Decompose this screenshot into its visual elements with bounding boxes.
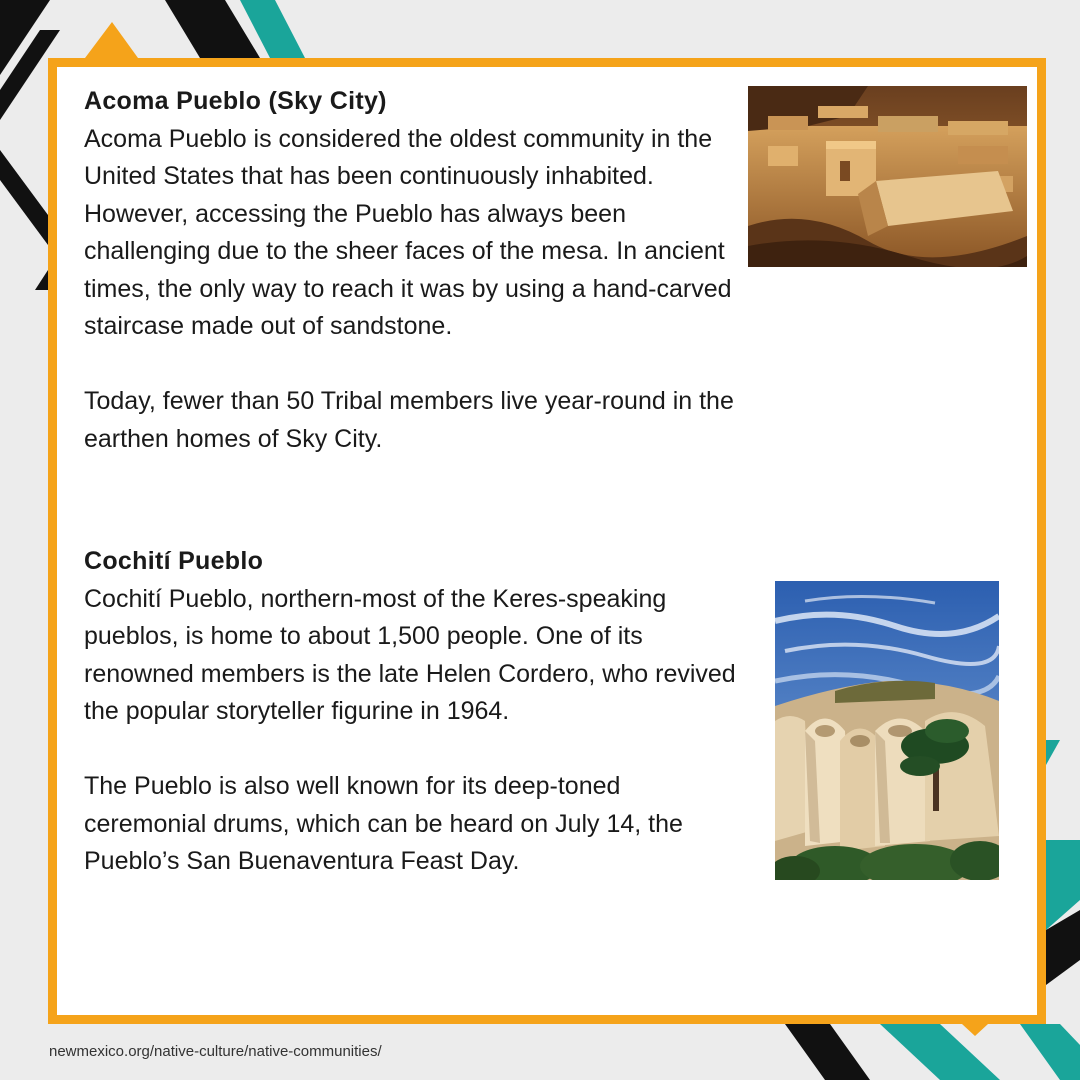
section-title: Cochití Pueblo	[84, 547, 264, 575]
black-stripe-bottom-1	[785, 1024, 870, 1080]
source-url: newmexico.org/native-culture/native-communities/	[49, 1043, 382, 1060]
black-stripe-left-5	[35, 270, 48, 290]
section-paragraph: Today, fewer than 50 Tribal members live year-round in the earthen homes of Sky City.	[84, 387, 734, 453]
content-card	[48, 58, 1046, 1024]
black-stripe-left-4	[0, 150, 48, 245]
section-paragraph: Cochití Pueblo, northern-most of the Keres-speaking pueblos, is home to about 1,500 people. One of its renowned members is the late Helen Cordero, who revived the popular storyteller figurine in 1964.	[84, 584, 736, 725]
section-paragraph: Acoma Pueblo is considered the oldest community in the United States that has been continuously inhabited. However, accessing the Pueblo has always been challenging due to the sheer faces of the mesa. In ancient times, the only way to reach it was by using a hand-carved staircase made out of sandstone.	[84, 124, 732, 340]
teal-stripe-right-edge	[1046, 740, 1060, 765]
section-cochiti-pueblo	[84, 543, 744, 881]
teal-stripe-bottom-right-3	[1020, 1024, 1080, 1080]
orange-triangle-bottom	[962, 1024, 988, 1036]
section-paragraph: The Pueblo is also well known for its deep-toned ceremonial drums, which can be heard on July 14, the Pueblo’s San Buenaventura Feast Day.	[84, 772, 683, 875]
section-title: Acoma Pueblo (Sky City)	[84, 87, 387, 115]
tent-rocks-photo	[775, 581, 999, 880]
teal-stripe-bottom-right-2	[880, 1024, 1000, 1080]
acoma-pueblo-photo	[748, 86, 1027, 267]
section-acoma-pueblo	[84, 83, 744, 458]
orange-triangle-top	[85, 22, 138, 58]
